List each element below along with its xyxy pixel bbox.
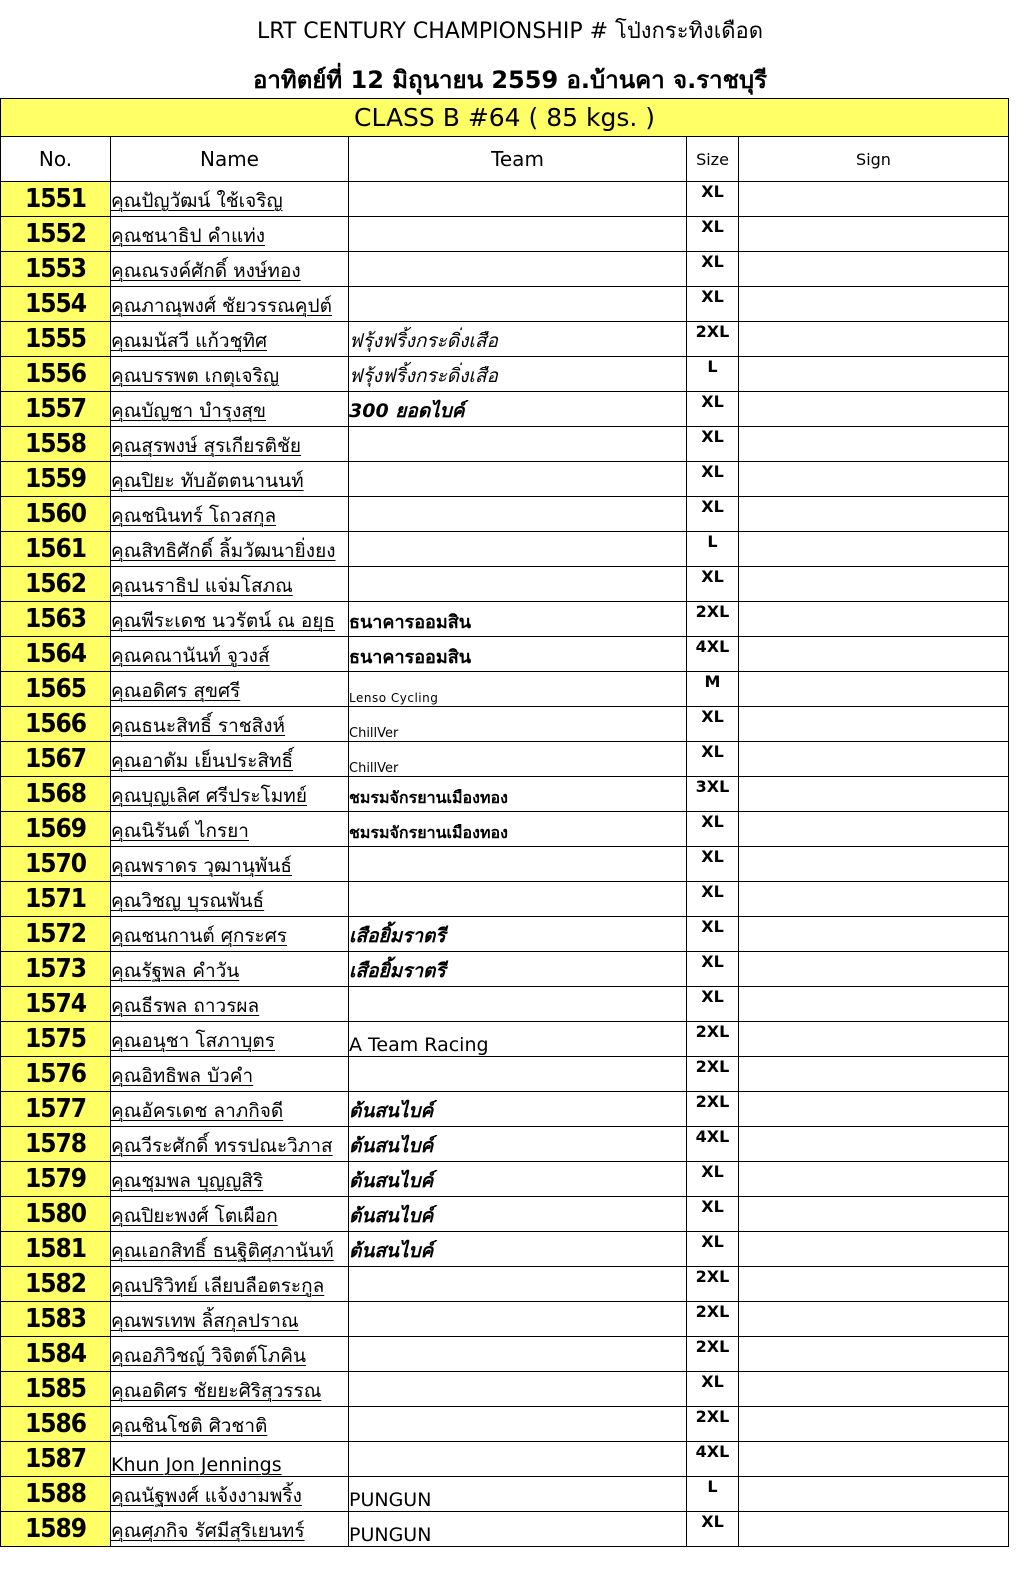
- team-name-text: A Team Racing: [349, 1034, 489, 1056]
- team-name: [349, 1127, 687, 1162]
- team-name: [349, 952, 687, 987]
- signature-cell[interactable]: [739, 1162, 1009, 1197]
- row-number: 1576: [1, 1057, 111, 1092]
- rider-name: คุณณรงค์ศักดิ์ หงษ์ทอง: [111, 252, 349, 287]
- shirt-size: L: [687, 1477, 739, 1512]
- shirt-size: XL: [687, 987, 739, 1022]
- signature-cell[interactable]: [739, 917, 1009, 952]
- shirt-size: 4XL: [687, 1442, 739, 1477]
- signature-cell[interactable]: [739, 637, 1009, 672]
- team-name: [349, 707, 687, 742]
- rider-name: คุณนัฐพงศ์ แจ้งงามพริ้ง: [111, 1477, 349, 1512]
- row-number: 1575: [1, 1022, 111, 1057]
- row-number: 1551: [1, 182, 111, 217]
- table-row: [1, 1442, 1009, 1477]
- rider-name: คุณชนาธิป คำแท่ง: [111, 217, 349, 252]
- row-number: 1582: [1, 1267, 111, 1302]
- row-number: 1565: [1, 672, 111, 707]
- team-name: [349, 462, 687, 497]
- team-name-text: Lenso Cycling: [349, 691, 439, 705]
- shirt-size: XL: [687, 1232, 739, 1267]
- signature-cell[interactable]: [739, 847, 1009, 882]
- team-name: [349, 392, 687, 427]
- rider-name: คุณบุญเลิศ ศรีประโมทย์: [111, 777, 349, 812]
- rider-name: คุณเอกสิทธิ์ ธนฐิติศุภานันท์: [111, 1232, 349, 1267]
- row-number: 1581: [1, 1232, 111, 1267]
- team-name-text: เสือยิ้มราตรี: [349, 960, 446, 982]
- team-name: [349, 1162, 687, 1197]
- rider-name: คุณชนกานต์ ศุกระศร: [111, 917, 349, 952]
- column-header-name: Name: [111, 137, 349, 182]
- team-name: [349, 252, 687, 287]
- team-name-text: ฟรุ้งฟริ้งกระดิ่งเสือ: [349, 330, 498, 352]
- shirt-size: XL: [687, 882, 739, 917]
- row-number: 1561: [1, 532, 111, 567]
- sheet-title: LRT CENTURY CHAMPIONSHIP # โป่งกระทิงเดือด: [256, 19, 764, 44]
- row-number: 1573: [1, 952, 111, 987]
- table-row: [1, 952, 1009, 987]
- table-row: [1, 1337, 1009, 1372]
- rider-name: คุณนิรันต์ ไกรยา: [111, 812, 349, 847]
- table-row: [1, 1022, 1009, 1057]
- team-name-text: ต้นสนไบค์: [349, 1135, 434, 1157]
- team-name-text: ต้นสนไบค์: [349, 1240, 434, 1262]
- table-row: [1, 1057, 1009, 1092]
- column-header-team: Team: [349, 137, 687, 182]
- rider-name: คุณมนัสวี แก้วชุทิศ: [111, 322, 349, 357]
- rider-name: Khun Jon Jennings: [111, 1442, 349, 1477]
- team-name: [349, 882, 687, 917]
- rider-name: คุณปัญวัฒน์ ใช้เจริญ: [111, 182, 349, 217]
- shirt-size: XL: [687, 917, 739, 952]
- signature-cell[interactable]: [739, 1127, 1009, 1162]
- shirt-size: M: [687, 672, 739, 707]
- rider-name: คุณอาดัม เย็นประสิทธิ์: [111, 742, 349, 777]
- event-date-location: อาทิตย์ที่ 12 มิถุนายน 2559 อ.บ้านคา จ.ราชบุรี: [253, 66, 767, 94]
- table-row: [1, 392, 1009, 427]
- signature-cell[interactable]: [739, 252, 1009, 287]
- row-number: 1586: [1, 1407, 111, 1442]
- rider-name: คุณนราธิป แจ่มโสภณ: [111, 567, 349, 602]
- rider-name: คุณอัครเดช ลาภกิจดี: [111, 1092, 349, 1127]
- row-number: 1568: [1, 777, 111, 812]
- team-name-text: เสือยิ้มราตรี: [349, 925, 446, 947]
- shirt-size: 2XL: [687, 1267, 739, 1302]
- signature-cell[interactable]: [739, 287, 1009, 322]
- shirt-size: 2XL: [687, 322, 739, 357]
- signature-cell[interactable]: [739, 707, 1009, 742]
- table-row: [1, 462, 1009, 497]
- team-name-text: ต้นสนไบค์: [349, 1205, 434, 1227]
- table-row: [1, 742, 1009, 777]
- signature-cell[interactable]: [739, 497, 1009, 532]
- row-number: 1583: [1, 1302, 111, 1337]
- shirt-size: XL: [687, 252, 739, 287]
- signature-cell[interactable]: [739, 427, 1009, 462]
- row-number: 1572: [1, 917, 111, 952]
- rider-name: คุณภาณุพงศ์ ชัยวรรณคุปต์: [111, 287, 349, 322]
- table-row: [1, 1372, 1009, 1407]
- column-header-no: No.: [1, 137, 111, 182]
- table-row: [1, 567, 1009, 602]
- shirt-size: 2XL: [687, 1407, 739, 1442]
- row-number: 1555: [1, 322, 111, 357]
- row-number: 1556: [1, 357, 111, 392]
- shirt-size: XL: [687, 217, 739, 252]
- rider-name: คุณธนะสิทธิ์ ราชสิงห์: [111, 707, 349, 742]
- signature-cell[interactable]: [739, 672, 1009, 707]
- signature-cell[interactable]: [739, 182, 1009, 217]
- signature-cell[interactable]: [739, 1337, 1009, 1372]
- shirt-size: XL: [687, 392, 739, 427]
- shirt-size: XL: [687, 707, 739, 742]
- column-header-row: [1, 137, 1009, 182]
- team-name: [349, 812, 687, 847]
- signature-cell[interactable]: [739, 1092, 1009, 1127]
- signature-cell[interactable]: [739, 777, 1009, 812]
- team-name: [349, 1407, 687, 1442]
- shirt-size: XL: [687, 952, 739, 987]
- table-row: [1, 847, 1009, 882]
- rider-name: คุณชุมพล บุญญสิริ: [111, 1162, 349, 1197]
- rider-name: คุณอดิศร ชัยยะศิริสุวรรณ: [111, 1372, 349, 1407]
- team-name-text: ChillVer: [349, 726, 399, 741]
- signature-cell[interactable]: [739, 952, 1009, 987]
- rider-name: คุณพีระเดช นวรัตน์ ณ อยุธ: [111, 602, 349, 637]
- table-row: [1, 1197, 1009, 1232]
- signature-cell[interactable]: [739, 567, 1009, 602]
- column-header-sign: Sign: [739, 137, 1009, 182]
- table-row: [1, 602, 1009, 637]
- table-row: [1, 182, 1009, 217]
- table-row: [1, 882, 1009, 917]
- row-number: 1569: [1, 812, 111, 847]
- shirt-size: XL: [687, 567, 739, 602]
- team-name: [349, 217, 687, 252]
- team-name: [349, 602, 687, 637]
- team-name: [349, 1022, 687, 1057]
- team-name: [349, 987, 687, 1022]
- signature-cell[interactable]: [739, 1477, 1009, 1512]
- class-label: CLASS B #64 ( 85 kgs. ): [1, 99, 1009, 137]
- table-row: [1, 812, 1009, 847]
- team-name: [349, 1512, 687, 1547]
- table-row: [1, 777, 1009, 812]
- table-row: [1, 322, 1009, 357]
- rider-name: คุณอิทธิพล บัวคำ: [111, 1057, 349, 1092]
- signature-cell[interactable]: [739, 987, 1009, 1022]
- shirt-size: L: [687, 532, 739, 567]
- team-name-text: PUNGUN: [349, 1489, 432, 1511]
- registration-table: [0, 98, 1009, 1547]
- signature-cell[interactable]: [739, 217, 1009, 252]
- signature-cell[interactable]: [739, 742, 1009, 777]
- shirt-size: XL: [687, 427, 739, 462]
- team-name: [349, 567, 687, 602]
- row-number: 1589: [1, 1512, 111, 1547]
- team-name: [349, 742, 687, 777]
- shirt-size: XL: [687, 462, 739, 497]
- shirt-size: L: [687, 357, 739, 392]
- row-number: 1566: [1, 707, 111, 742]
- signature-cell[interactable]: [739, 1512, 1009, 1547]
- team-name: [349, 497, 687, 532]
- team-name: [349, 1092, 687, 1127]
- team-name: [349, 287, 687, 322]
- table-row: [1, 427, 1009, 462]
- team-name: [349, 1372, 687, 1407]
- signature-cell[interactable]: [739, 1372, 1009, 1407]
- team-name: [349, 532, 687, 567]
- team-name: [349, 357, 687, 392]
- table-row: [1, 1162, 1009, 1197]
- row-number: 1585: [1, 1372, 111, 1407]
- rider-name: คุณปริวิทย์ เลียบลือตระกูล: [111, 1267, 349, 1302]
- signature-cell[interactable]: [739, 462, 1009, 497]
- rider-name: คุณพราดร วุฒานุพันธ์: [111, 847, 349, 882]
- table-row: [1, 917, 1009, 952]
- shirt-size: 4XL: [687, 637, 739, 672]
- rider-name: คุณปิยะพงศ์ โตเผือก: [111, 1197, 349, 1232]
- team-name-text: 300 ยอดไบค์: [349, 400, 465, 422]
- signature-cell[interactable]: [739, 1267, 1009, 1302]
- table-row: [1, 287, 1009, 322]
- team-name: [349, 637, 687, 672]
- team-name-text: ชมรมจักรยานเมืองทอง: [349, 823, 508, 842]
- shirt-size: XL: [687, 497, 739, 532]
- rider-name: คุณอดิศร สุขศรี: [111, 672, 349, 707]
- team-name: [349, 1477, 687, 1512]
- team-name-text: ChillVer: [349, 761, 399, 776]
- shirt-size: 2XL: [687, 1092, 739, 1127]
- signature-cell[interactable]: [739, 602, 1009, 637]
- signature-cell[interactable]: [739, 1407, 1009, 1442]
- team-name-text: ฟรุ้งฟริ้งกระดิ่งเสือ: [349, 365, 498, 387]
- table-row: [1, 1232, 1009, 1267]
- table-row: [1, 637, 1009, 672]
- table-row: [1, 1407, 1009, 1442]
- shirt-size: 2XL: [687, 1057, 739, 1092]
- shirt-size: 2XL: [687, 1302, 739, 1337]
- row-number: 1567: [1, 742, 111, 777]
- row-number: 1579: [1, 1162, 111, 1197]
- team-name-text: ต้นสนไบค์: [349, 1170, 434, 1192]
- rider-name: คุณสิทธิศักดิ์ ลิ้มวัฒนายิ่งยง: [111, 532, 349, 567]
- table-row: [1, 1267, 1009, 1302]
- row-number: 1584: [1, 1337, 111, 1372]
- rider-name: คุณชนินทร์ โถวสกุล: [111, 497, 349, 532]
- team-name: [349, 427, 687, 462]
- table-row: [1, 217, 1009, 252]
- class-header-row: [1, 99, 1009, 137]
- row-number: 1580: [1, 1197, 111, 1232]
- team-name: [349, 1302, 687, 1337]
- team-name: [349, 182, 687, 217]
- signature-cell[interactable]: [739, 532, 1009, 567]
- signature-cell[interactable]: [739, 1197, 1009, 1232]
- team-name-text: PUNGUN: [349, 1524, 432, 1546]
- rider-name: คุณศุภกิจ รัศมีสุริเยนทร์: [111, 1512, 349, 1547]
- shirt-size: XL: [687, 847, 739, 882]
- table-row: [1, 1477, 1009, 1512]
- team-name: [349, 322, 687, 357]
- rider-name: คุณอภิวิชญ์ วิจิตต์โภคิน: [111, 1337, 349, 1372]
- table-row: [1, 1512, 1009, 1547]
- team-name: [349, 1057, 687, 1092]
- table-row: [1, 987, 1009, 1022]
- team-name: [349, 1232, 687, 1267]
- team-name-text: ธนาคารออมสิน: [349, 647, 471, 668]
- signature-cell[interactable]: [739, 322, 1009, 357]
- signature-cell[interactable]: [739, 392, 1009, 427]
- rider-name: คุณสุรพงษ์ สุรเกียรติชัย: [111, 427, 349, 462]
- shirt-size: XL: [687, 812, 739, 847]
- team-name: [349, 1267, 687, 1302]
- table-row: [1, 252, 1009, 287]
- row-number: 1562: [1, 567, 111, 602]
- row-number: 1558: [1, 427, 111, 462]
- row-number: 1577: [1, 1092, 111, 1127]
- row-number: 1570: [1, 847, 111, 882]
- signature-cell[interactable]: [739, 357, 1009, 392]
- table-row: [1, 532, 1009, 567]
- row-number: 1563: [1, 602, 111, 637]
- row-number: 1553: [1, 252, 111, 287]
- signature-cell[interactable]: [739, 1022, 1009, 1057]
- shirt-size: XL: [687, 1372, 739, 1407]
- rider-name: คุณธีรพล ถาวรผล: [111, 987, 349, 1022]
- rider-name: คุณปิยะ ทับอัตตนานนท์: [111, 462, 349, 497]
- shirt-size: 2XL: [687, 1022, 739, 1057]
- signature-cell[interactable]: [739, 1057, 1009, 1092]
- rider-name: คุณอนุชา โสภาบุตร: [111, 1022, 349, 1057]
- team-name: [349, 847, 687, 882]
- row-number: 1564: [1, 637, 111, 672]
- shirt-size: XL: [687, 742, 739, 777]
- team-name: [349, 672, 687, 707]
- shirt-size: 2XL: [687, 1337, 739, 1372]
- shirt-size: XL: [687, 182, 739, 217]
- signature-cell[interactable]: [739, 1302, 1009, 1337]
- shirt-size: XL: [687, 287, 739, 322]
- signature-cell[interactable]: [739, 812, 1009, 847]
- rider-name: คุณบรรพต เกตุเจริญ: [111, 357, 349, 392]
- row-number: 1574: [1, 987, 111, 1022]
- table-row: [1, 672, 1009, 707]
- row-number: 1578: [1, 1127, 111, 1162]
- rider-name: คุณพรเทพ ลิ้สกุลปราณ: [111, 1302, 349, 1337]
- team-name: [349, 1197, 687, 1232]
- rider-name: คุณคณานันท์ จูวงส์: [111, 637, 349, 672]
- row-number: 1571: [1, 882, 111, 917]
- table-row: [1, 1302, 1009, 1337]
- signature-cell[interactable]: [739, 1442, 1009, 1477]
- rider-name: คุณรัฐพล คำวัน: [111, 952, 349, 987]
- row-number: 1552: [1, 217, 111, 252]
- row-number: 1557: [1, 392, 111, 427]
- table-row: [1, 707, 1009, 742]
- signature-cell[interactable]: [739, 882, 1009, 917]
- team-name-text: ชมรมจักรยานเมืองทอง: [349, 788, 508, 807]
- team-name: [349, 1337, 687, 1372]
- row-number: 1554: [1, 287, 111, 322]
- table-row: [1, 1092, 1009, 1127]
- table-row: [1, 1127, 1009, 1162]
- signature-cell[interactable]: [739, 1232, 1009, 1267]
- rider-name: คุณวีระศักดิ์ ทรรปณะวิภาส: [111, 1127, 349, 1162]
- rider-name: คุณบัญชา บำรุงสุข: [111, 392, 349, 427]
- row-number: 1559: [1, 462, 111, 497]
- team-name-text: ต้นสนไบค์: [349, 1100, 434, 1122]
- team-name: [349, 917, 687, 952]
- team-name: [349, 777, 687, 812]
- shirt-size: 4XL: [687, 1127, 739, 1162]
- team-name: [349, 1442, 687, 1477]
- row-number: 1588: [1, 1477, 111, 1512]
- rider-name: คุณวิชญ บุรณพันธ์: [111, 882, 349, 917]
- team-name-text: ธนาคารออมสิน: [349, 612, 471, 633]
- shirt-size: XL: [687, 1512, 739, 1547]
- row-number: 1560: [1, 497, 111, 532]
- column-header-size: Size: [687, 137, 739, 182]
- rider-name: คุณชินโชติ ศิวชาติ: [111, 1407, 349, 1442]
- shirt-size: 2XL: [687, 602, 739, 637]
- table-row: [1, 497, 1009, 532]
- shirt-size: XL: [687, 1162, 739, 1197]
- table-row: [1, 357, 1009, 392]
- row-number: 1587: [1, 1442, 111, 1477]
- shirt-size: 3XL: [687, 777, 739, 812]
- shirt-size: XL: [687, 1197, 739, 1232]
